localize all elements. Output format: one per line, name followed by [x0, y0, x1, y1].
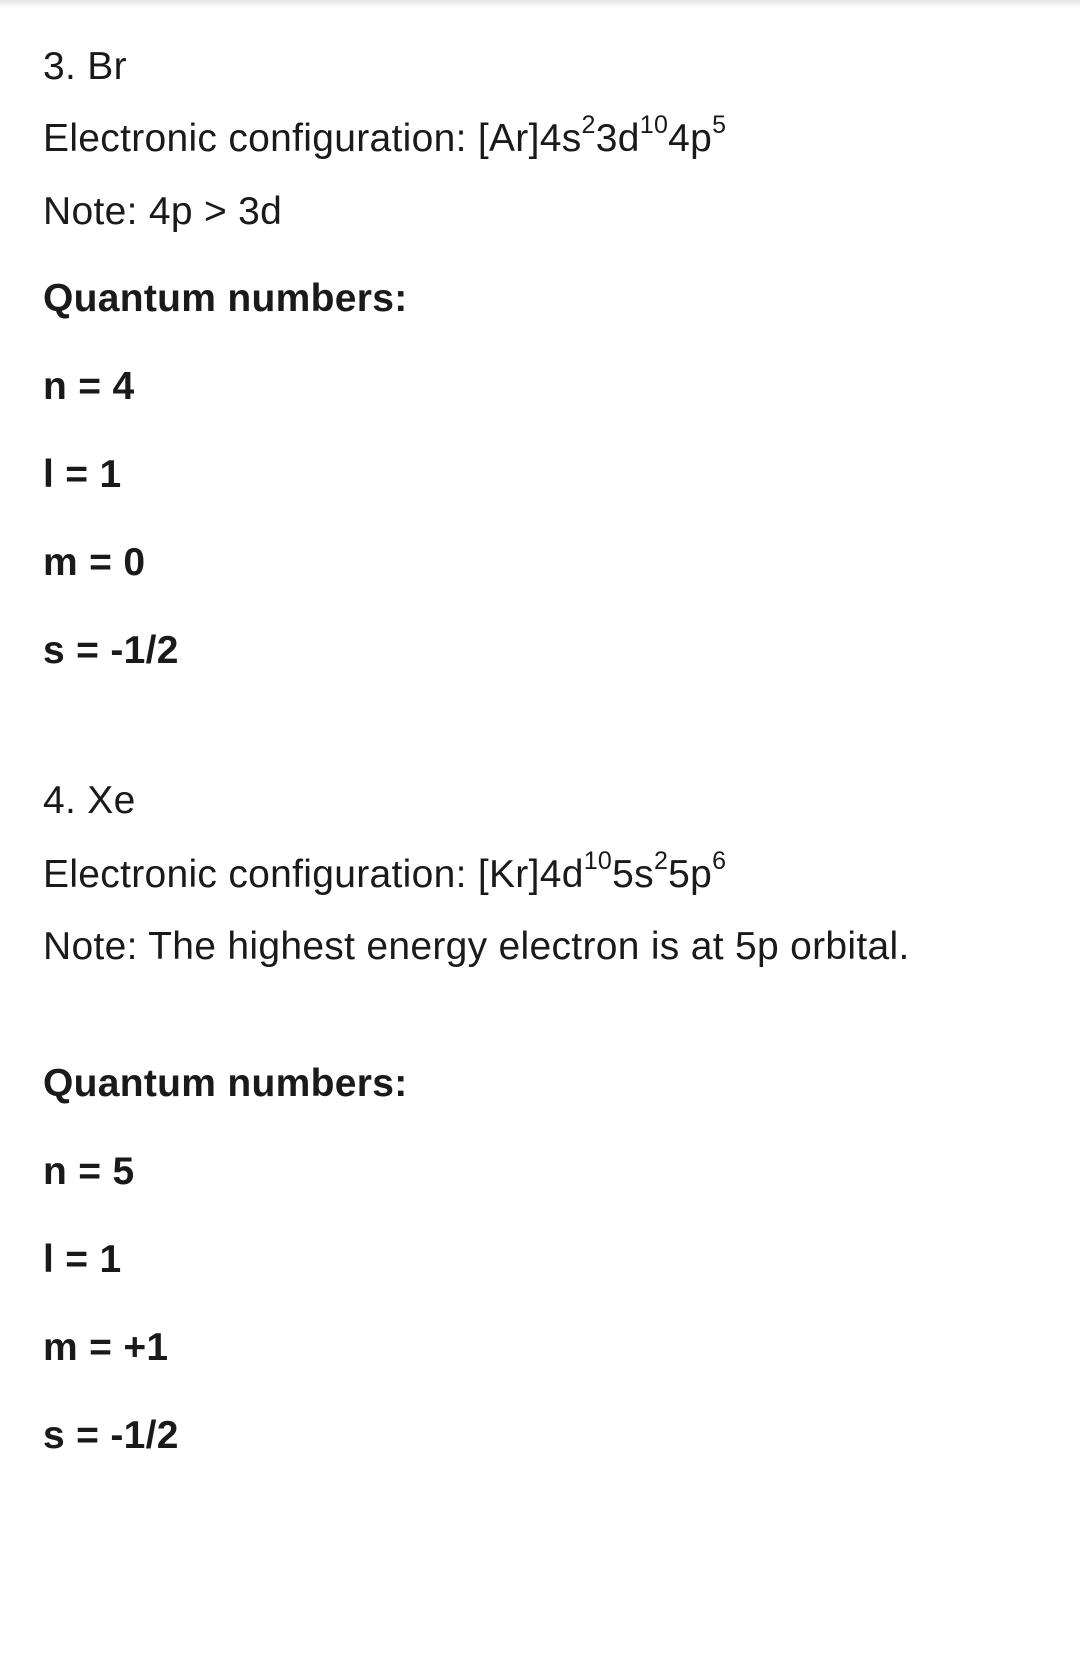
- config-exponent: 2: [653, 847, 669, 875]
- config-exponent: 6: [712, 847, 727, 875]
- section-heading-xe: 4. Xe: [43, 779, 136, 822]
- config-term: [Ar]4s: [477, 117, 582, 160]
- config-term: 5p: [668, 853, 713, 896]
- config-term: [Kr]4d: [477, 853, 584, 896]
- quantum-numbers-title-xe: Quantum numbers:: [43, 1062, 408, 1105]
- electronic-configuration-xe: [43, 847, 727, 898]
- config-exponent: 10: [639, 111, 669, 139]
- section-heading-br: 3. Br: [43, 45, 127, 88]
- config-exponent: 2: [581, 111, 596, 139]
- config-term: 5s: [612, 853, 654, 896]
- quantum-s-xe: s = -1/2: [43, 1414, 179, 1457]
- quantum-s-br: s = -1/2: [43, 629, 179, 672]
- note-br: Note: 4p > 3d: [43, 190, 283, 233]
- quantum-l-br: l = 1: [43, 453, 122, 496]
- quantum-m-xe: m = +1: [43, 1326, 169, 1369]
- config-term: 4p: [668, 117, 713, 160]
- config-exponent: 10: [583, 847, 613, 875]
- config-exponent: 5: [712, 111, 727, 139]
- config-label: Electronic configuration:: [43, 853, 478, 896]
- config-term: 3d: [595, 117, 640, 160]
- quantum-n-xe: n = 5: [43, 1150, 135, 1193]
- quantum-n-br: n = 4: [43, 365, 135, 408]
- quantum-l-xe: l = 1: [43, 1238, 122, 1281]
- config-label: Electronic configuration:: [43, 117, 478, 160]
- quantum-numbers-title-br: Quantum numbers:: [43, 277, 408, 320]
- electronic-configuration-br: [43, 111, 727, 162]
- quantum-m-br: m = 0: [43, 541, 146, 584]
- top-edge-shadow: [0, 0, 1080, 8]
- note-xe: Note: The highest energy electron is at 5p orbital.: [43, 925, 910, 968]
